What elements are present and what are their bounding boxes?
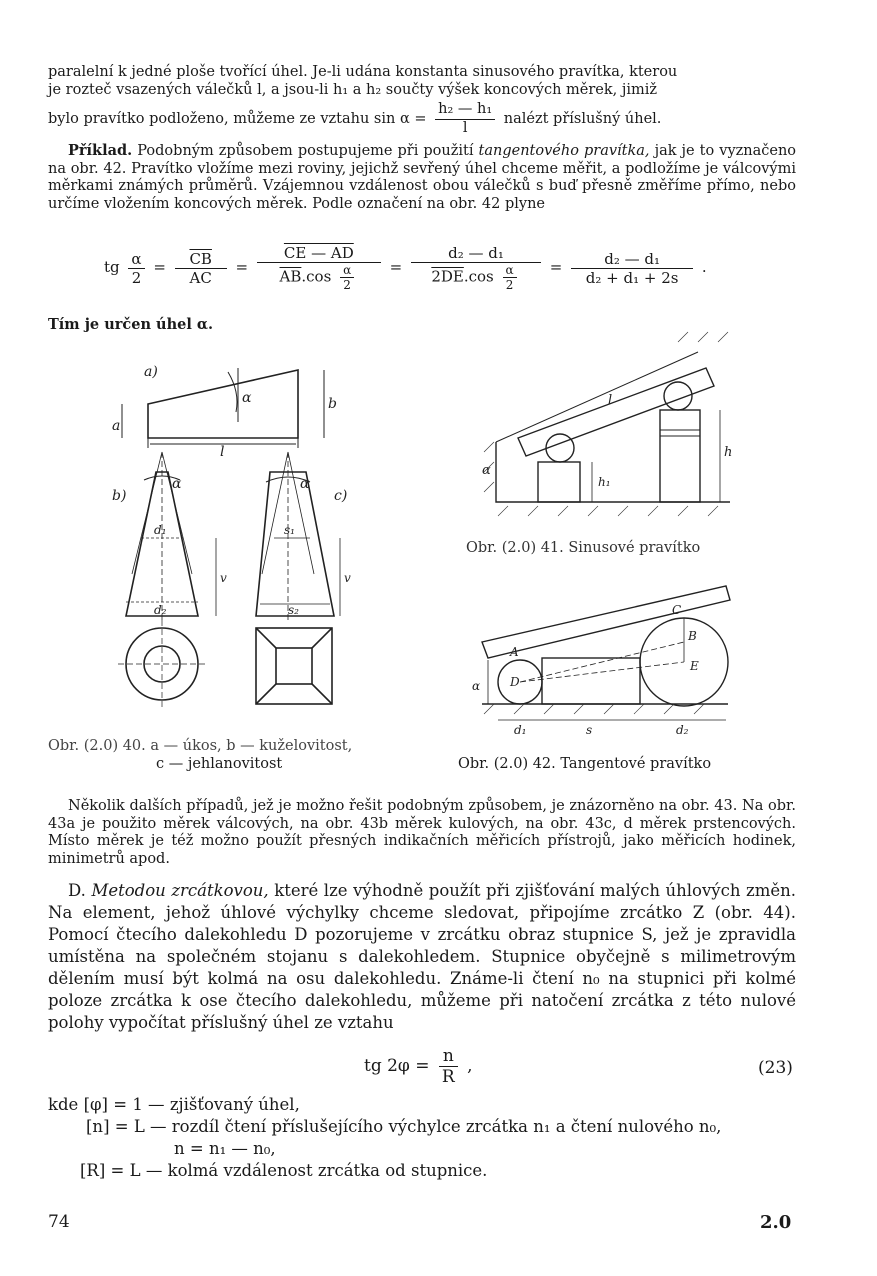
fig42-E-label: E xyxy=(690,659,699,673)
ce-ad-num: CE — AD xyxy=(257,244,381,263)
alpha-half-1 xyxy=(340,263,354,292)
d2-d1-num: d₂ — d₁ xyxy=(411,244,541,263)
definition-phi xyxy=(48,1094,796,1116)
def-r-sym: [R] = L — xyxy=(80,1161,163,1180)
def-n-sym: [n] = L — xyxy=(86,1117,167,1136)
fig42-D-label: D xyxy=(510,675,520,689)
formula-23-lhs: tg 2φ = xyxy=(364,1056,430,1076)
de-cos-den xyxy=(411,263,541,292)
fig41-roller-left xyxy=(546,434,574,462)
formula-end: . xyxy=(701,258,707,276)
fig41-gauge-right xyxy=(660,410,700,502)
fig41-base xyxy=(496,442,733,502)
figure-41 xyxy=(478,322,740,522)
fig40-s1-label: s₁ xyxy=(284,523,295,537)
two-2: 2 xyxy=(505,278,514,292)
fig41-alpha-label: α xyxy=(482,463,491,478)
fig40-pyramid-plan-inner xyxy=(276,648,312,684)
formula-23-den: R xyxy=(441,1067,455,1087)
fig41-l-label: l xyxy=(608,393,613,408)
formula-23-number: (23) xyxy=(758,1058,793,1078)
fig40-wedge xyxy=(148,370,298,438)
fig42-ruler xyxy=(482,586,730,658)
sin-fraction-den: l xyxy=(462,119,468,136)
alpha-2: α xyxy=(503,263,517,278)
intro-line-3 xyxy=(48,101,796,137)
de-seg: 2DE xyxy=(431,267,464,286)
fig40-d1-label: d₁ xyxy=(154,523,167,537)
fig42-B-label: B xyxy=(688,629,697,643)
fig42-d2-label: d₂ xyxy=(676,723,689,737)
fig40-alpha-3: α xyxy=(300,476,310,492)
formula-23 xyxy=(364,1046,473,1087)
alpha-1: α xyxy=(340,263,354,278)
eq-sign-4: = xyxy=(549,258,563,276)
fig40-a-dim-label: a xyxy=(112,418,121,434)
fig40-alpha-2: α xyxy=(172,476,182,492)
section-number: 2.0 xyxy=(760,1212,792,1233)
mirror-method-paragraph xyxy=(48,880,796,1034)
cb-ac-fraction xyxy=(175,250,227,287)
mirror-emphasis: Metodou zrcátkovou, xyxy=(91,881,269,900)
fig40-v-label-2: v xyxy=(344,571,351,585)
def-phi-text: zjišťovaný úhel, xyxy=(169,1095,300,1114)
fig40-caption-line-1: Obr. (2.0) 40. a — úkos, b — kuželovitost, xyxy=(48,738,353,754)
eq-sign-2: = xyxy=(235,258,249,276)
mirror-text: které lze výhodně použít při zjišťování malých úhlových změn. Na element, jehož úhlové výchylky chceme sledovat, připojíme zrcátko Z (obr. 44). Pomocí čtecího dalekohledu D pozorujeme v zrcátku obraz stupnice S, jež je zpravidla umístěna na společném stojanu s dalekohledem. Stupnice obyčejně s milimetrovým dělením musí být kolmá na osu dalekohledu. Známe-li čtení n₀ na stupnici při kolmé poloze zrcátka k ose čtecího dalekohledu, můžeme při natočení zrcátka z této nulové polohy vypočítat příslušný úhel ze vztahu xyxy=(48,881,796,1032)
page-number: 74 xyxy=(48,1212,70,1232)
fig40-l-label: l xyxy=(220,444,225,460)
example-label: Příklad. xyxy=(68,142,133,159)
intro-paragraph xyxy=(48,64,796,137)
fig40-a-label: a) xyxy=(144,364,158,380)
figure-40 xyxy=(48,352,378,742)
definition-r xyxy=(48,1160,796,1182)
formula-23-num: n xyxy=(439,1046,458,1067)
fig40-caption-line-2: c — jehlanovitost xyxy=(156,756,283,772)
example-text-b: jak je to vyznačeno na obr. 42. Pravítko vložíme mezi roviny, jejichž sevřený úhel chceme měřit, a podložíme je válcovými měrkami známých průměrů. Vzájemnou vzdálenost obou válečků s buď přesně změříme přímo, nebo určíme vložením koncových měrek. Podle označení na obr. 42 plyne xyxy=(48,143,797,212)
def-phi-sym: kde [φ] = 1 — xyxy=(48,1095,165,1114)
definition-n-eq: n = n₁ — n₀, xyxy=(174,1139,276,1158)
definitions-list xyxy=(48,1094,796,1182)
fig41-caption: Obr. (2.0) 41. Sinusové pravítko xyxy=(466,540,701,556)
fig40-b-dim-label: b xyxy=(328,396,337,412)
eq-sign-1: = xyxy=(153,258,166,276)
final-num: d₂ — d₁ xyxy=(571,250,693,269)
example-text-a: Podobným způsobem postupujeme při použití xyxy=(137,143,474,159)
fig42-A-label: A xyxy=(510,645,519,659)
def-n-text: rozdíl čtení příslušejícího výchylce zrcátka n₁ a čtení nulového n₀, xyxy=(171,1117,722,1136)
figure-42 xyxy=(464,580,744,740)
fig41-h-label: h xyxy=(724,445,733,460)
tg-label: tg xyxy=(104,258,120,276)
fig42-d1-label: d₁ xyxy=(514,723,527,737)
half-alpha-fraction xyxy=(128,250,144,287)
fig40-s2-label: s₂ xyxy=(288,603,299,617)
fig40-pyramid xyxy=(256,472,334,616)
sin-fraction-num: h₂ — h₁ xyxy=(435,101,495,120)
ab-cos-den xyxy=(257,263,381,292)
cb-num: $\overline{CB}$ xyxy=(175,250,227,269)
fig42-s-label: s xyxy=(586,723,593,737)
ab-seg: $\overline{AB}$ xyxy=(279,267,302,286)
fig41-gauge-left xyxy=(538,462,580,502)
fig40-d2-label: d₂ xyxy=(154,603,167,617)
fig41-h1-label: h₁ xyxy=(598,475,611,489)
fig42-alpha-label: α xyxy=(472,679,481,693)
ac-den: AC xyxy=(189,268,212,287)
cases-paragraph: Několik dalších případů, jež je možno řešit podobným způsobem, je znázorněno na obr. 43. Na obr. 43a je použito měrek válcových, na obr. 43b měrek kulových, na obr. 43c, d měrek prstencových. Místo měrek je též možno použít přesných indikačních měřicích přístrojů, jako měřicích hodinek, minimetrů apod. xyxy=(48,798,796,867)
cos-label-1: .cos xyxy=(301,267,332,286)
formula-23-comma: , xyxy=(467,1056,473,1076)
tangent-formula xyxy=(104,244,707,292)
d2-d1-fraction xyxy=(411,244,541,292)
definition-n xyxy=(48,1116,796,1138)
intro-line-2: je rozteč vsazených válečků l, a jsou-li h₁ a h₂ součty výšek koncových měrek, jimiž xyxy=(48,81,658,98)
ce-ad-fraction xyxy=(257,244,381,292)
fig40-alpha-1: α xyxy=(242,390,252,406)
half-alpha-den: 2 xyxy=(131,268,142,287)
formula-23-fraction xyxy=(439,1046,458,1087)
alpha-half-2 xyxy=(503,263,517,292)
mirror-prefix: D. xyxy=(68,881,86,900)
conclusion-line: Tím je určen úhel α. xyxy=(48,316,214,333)
fig42-caption: Obr. (2.0) 42. Tangentové pravítko xyxy=(458,756,712,772)
example-emphasis: tangentového pravítka, xyxy=(478,143,650,159)
cos-label-2: .cos xyxy=(463,267,494,286)
half-alpha-num: α xyxy=(128,250,144,269)
intro-line-1: paralelní k jedné ploše tvořící úhel. Je-li udána konstanta sinusového pravítka, kterou xyxy=(48,64,678,80)
intro-line-3-before: bylo pravítko podloženo, můžeme ze vztahu sin α = xyxy=(48,111,427,127)
fig40-b-label: b) xyxy=(112,488,127,504)
final-fraction xyxy=(571,250,693,287)
def-r-text: kolmá vzdálenost zrcátka od stupnice. xyxy=(167,1161,488,1180)
eq-sign-3: = xyxy=(389,258,403,276)
fig42-C-label: C xyxy=(672,603,682,617)
final-den: d₂ + d₁ + 2s xyxy=(585,268,679,287)
intro-line-3-after: nalézt příslušný úhel. xyxy=(503,111,662,127)
two-1: 2 xyxy=(343,278,351,292)
example-paragraph xyxy=(48,142,796,213)
fig40-v-label-1: v xyxy=(220,571,227,585)
fig40-c-label: c) xyxy=(334,488,348,504)
sin-fraction xyxy=(435,101,495,137)
